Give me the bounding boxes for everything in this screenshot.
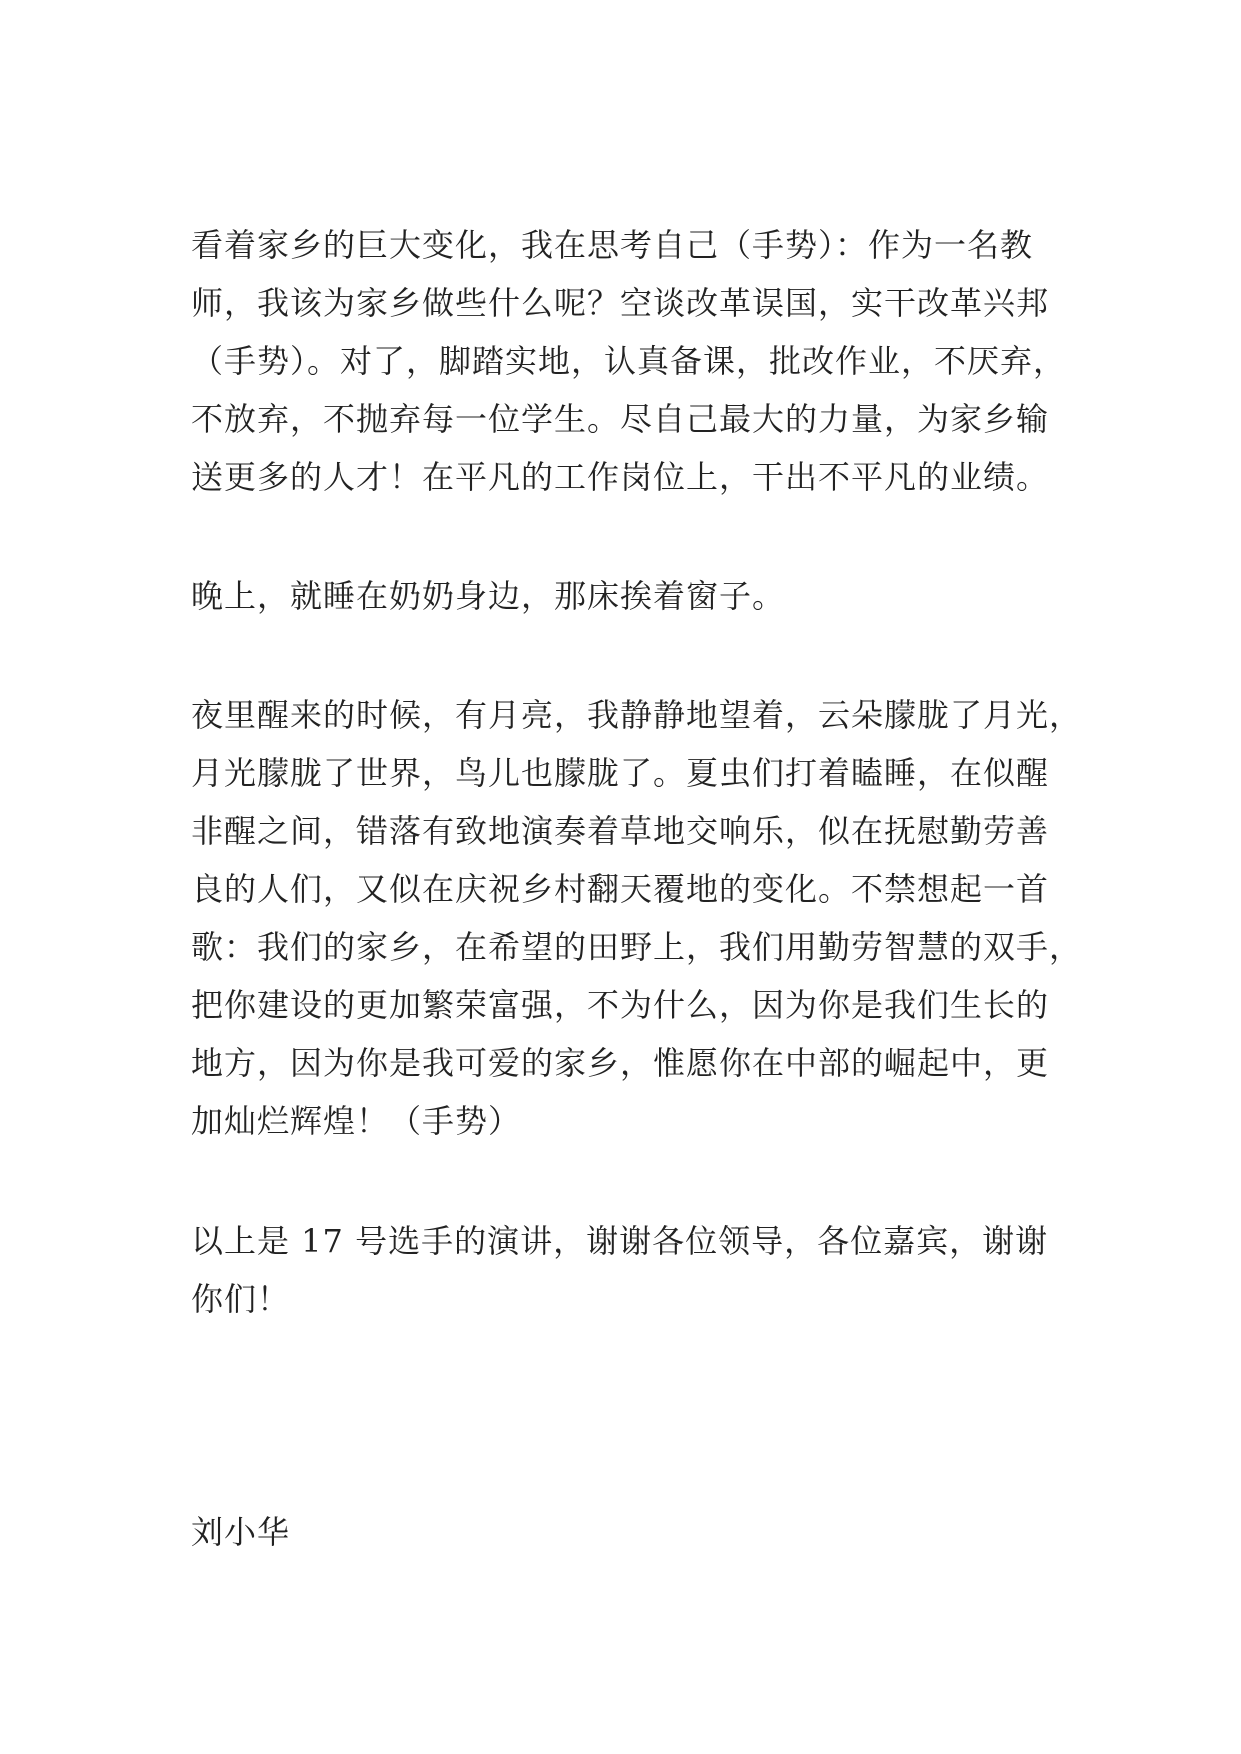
text-line: 你们！ bbox=[191, 1280, 291, 1318]
paragraph-reflection bbox=[191, 216, 1067, 506]
text-line: 送更多的人才！在平凡的工作岗位上，干出不平凡的业绩。 bbox=[191, 458, 1050, 496]
text-line: 不放弃，不抛弃每一位学生。尽自己最大的力量，为家乡输 bbox=[191, 400, 1050, 438]
text-line: 良的人们，又似在庆祝乡村翻天覆地的变化。不禁想起一首 bbox=[191, 870, 1050, 908]
text-line: 非醒之间，错落有致地演奏着草地交响乐，似在抚慰勤劳善 bbox=[191, 812, 1050, 850]
paragraph-night bbox=[191, 686, 1083, 1150]
text-line: 歌：我们的家乡，在希望的田野上，我们用勤劳智慧的双手， bbox=[191, 928, 1083, 966]
text-line: （手势）。对了，脚踏实地，认真备课，批改作业，不厌弃， bbox=[191, 342, 1067, 380]
paragraph-evening bbox=[191, 567, 1061, 625]
text-line: 夜里醒来的时候，有月亮，我静静地望着，云朵朦胧了月光， bbox=[191, 696, 1083, 734]
text-line: 师，我该为家乡做些什么呢？空谈改革误国，实干改革兴邦 bbox=[191, 284, 1050, 322]
text-line: 以上是 17 号选手的演讲，谢谢各位领导，各位嘉宾，谢谢 bbox=[191, 1222, 1049, 1260]
text-line: 月光朦胧了世界，鸟儿也朦胧了。夏虫们打着瞌睡，在似醒 bbox=[191, 754, 1050, 792]
text-line: 晚上，就睡在奶奶身边，那床挨着窗子。 bbox=[191, 577, 786, 615]
text-line: 地方，因为你是我可爱的家乡，惟愿你在中部的崛起中，更 bbox=[191, 1044, 1050, 1082]
text-line: 看着家乡的巨大变化，我在思考自己（手势）：作为一名教 bbox=[191, 226, 1034, 264]
text-line: 把你建设的更加繁荣富强，不为什么，因为你是我们生长的 bbox=[191, 986, 1050, 1024]
text-line: 加灿烂辉煌！（手势） bbox=[191, 1102, 522, 1140]
paragraph-closing bbox=[191, 1212, 1061, 1328]
signature: 刘小华 bbox=[191, 1513, 291, 1551]
